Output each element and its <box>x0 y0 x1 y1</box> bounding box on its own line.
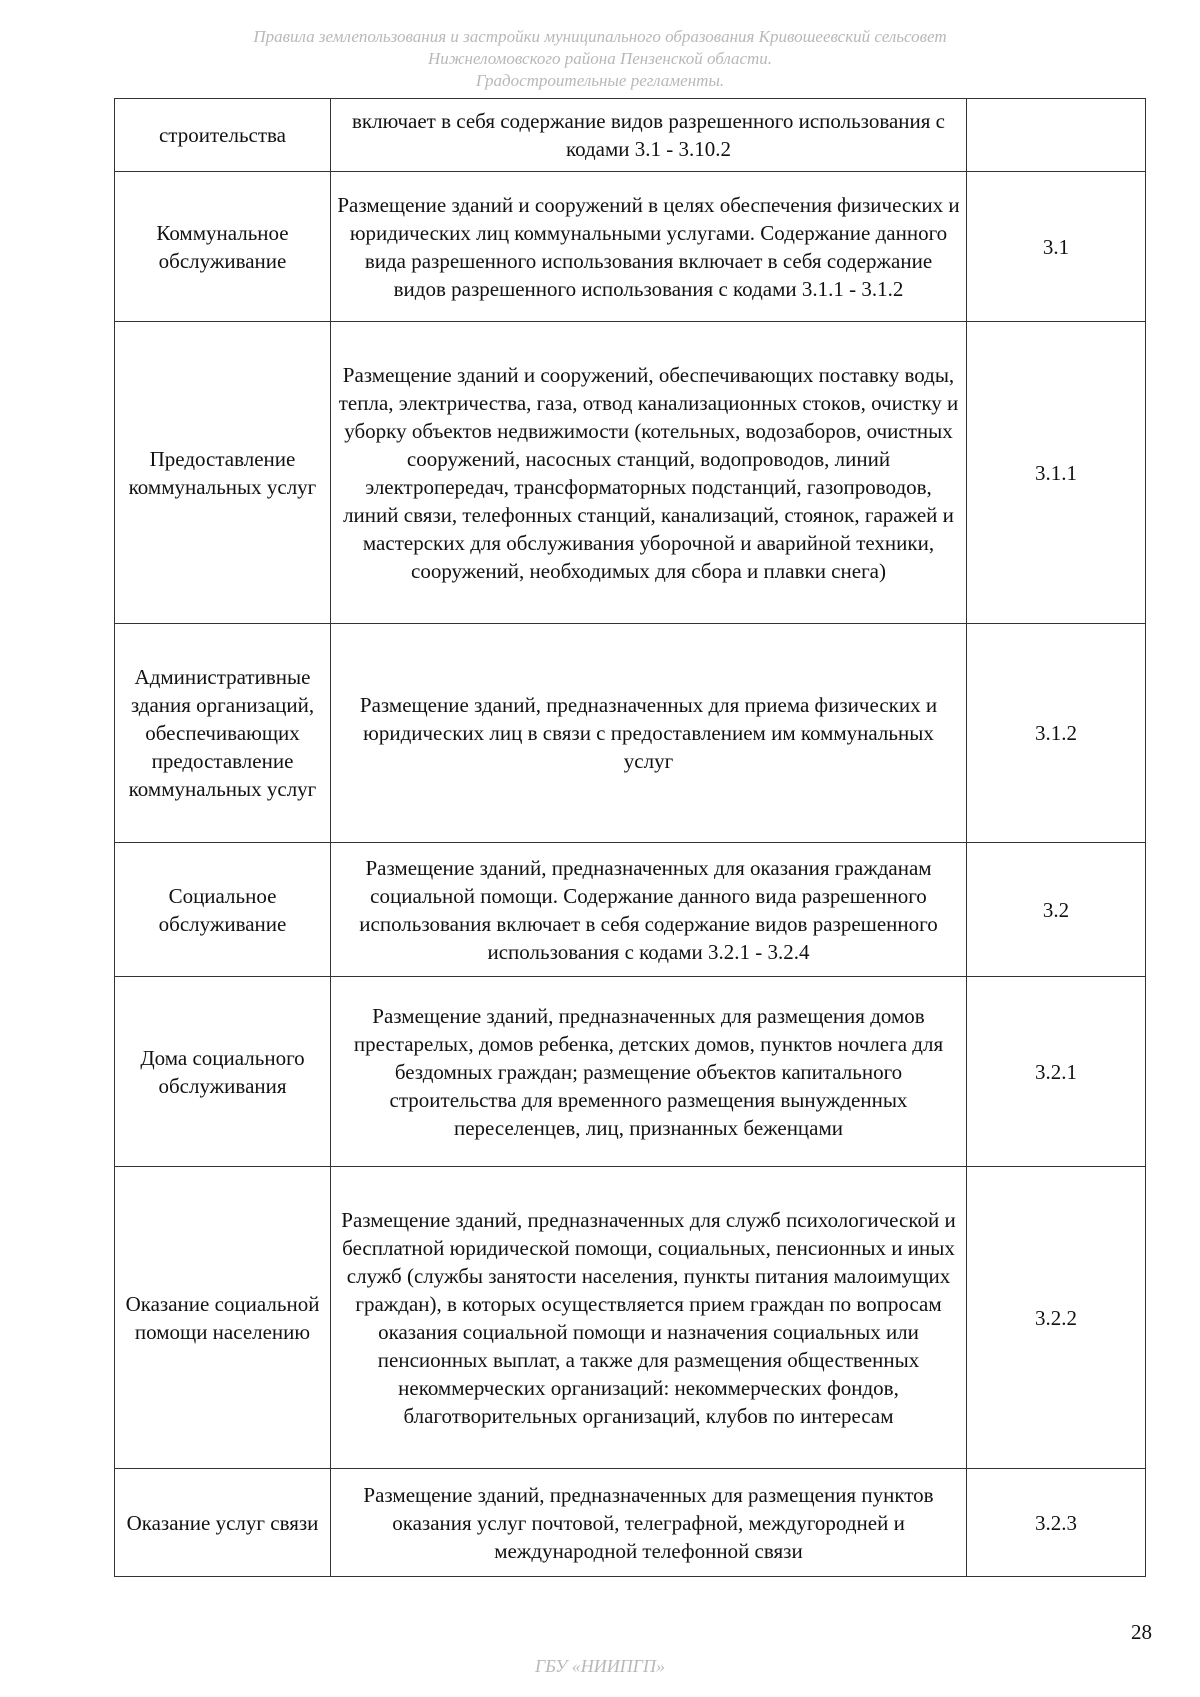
use-name-cell: Предоставление коммунальных услуг <box>115 322 331 624</box>
use-code-cell: 3.2 <box>967 843 1146 977</box>
use-description-cell: Размещение зданий, предназначенных для размещения пунктов оказания услуг почтовой, телеграфной, междугородней и международной телефонной связи <box>331 1469 967 1577</box>
use-description-cell: Размещение зданий и сооружений в целях обеспечения физических и юридических лиц коммунальными услугами. Содержание данного вида разрешенного использования включает в себя содержание видов разрешенного использования с кодами 3.1.1 - 3.1.2 <box>331 172 967 322</box>
use-description-cell: Размещение зданий, предназначенных для служб психологической и бесплатной юридической помощи, социальных, пенсионных и иных служб (службы занятости населения, пункты питания малоимущих граждан), в которых осуществляется прием граждан по вопросам оказания социальной помощи и назначения социальных или пенсионных выплат, а также для размещения общественных некоммерческих организаций: некоммерческих фондов, благотворительных организаций, клубов по интересам <box>331 1167 967 1469</box>
use-code-cell: 3.1.2 <box>967 624 1146 843</box>
use-code-cell <box>967 99 1146 172</box>
use-code-cell: 3.2.2 <box>967 1167 1146 1469</box>
use-code-cell: 3.2.1 <box>967 977 1146 1167</box>
page-footer: ГБУ «НИИПГП» <box>535 1656 665 1676</box>
use-name-cell: Оказание услуг связи <box>115 1469 331 1577</box>
use-name-cell: Административные здания организаций, обеспечивающих предоставление коммунальных услуг <box>115 624 331 843</box>
header-line-3: Градостроительные регламенты. <box>475 71 725 90</box>
table-row <box>115 624 1146 843</box>
use-name-cell: Социальное обслуживание <box>115 843 331 977</box>
table-row <box>115 322 1146 624</box>
table-row <box>115 1167 1146 1469</box>
use-name-cell: Коммунальное обслуживание <box>115 172 331 322</box>
use-name-cell: строительства <box>115 99 331 172</box>
use-code-cell: 3.1.1 <box>967 322 1146 624</box>
use-name-cell: Оказание социальной помощи населению <box>115 1167 331 1469</box>
use-description-cell: Размещение зданий и сооружений, обеспечивающих поставку воды, тепла, электричества, газа, отвод канализационных стоков, очистку и уборку объектов недвижимости (котельных, водозаборов, очистных сооружений, насосных станций, водопроводов, линий электропередач, трансформаторных подстанций, газопроводов, линий связи, телефонных станций, канализаций, стоянок, гаражей и мастерских для обслуживания уборочной и аварийной техники, сооружений, необходимых для сбора и плавки снега) <box>331 322 967 624</box>
table-row <box>115 99 1146 172</box>
table-row <box>115 172 1146 322</box>
table-row <box>115 843 1146 977</box>
use-description-cell: включает в себя содержание видов разрешенного использования с кодами 3.1 - 3.10.2 <box>331 99 967 172</box>
use-code-cell: 3.2.3 <box>967 1469 1146 1577</box>
table-row <box>115 1469 1146 1577</box>
land-use-table <box>114 98 1146 1577</box>
use-name-cell: Дома социального обслуживания <box>115 977 331 1167</box>
use-code-cell: 3.1 <box>967 172 1146 322</box>
use-description-cell: Размещение зданий, предназначенных для оказания гражданам социальной помощи. Содержание данного вида разрешенного использования включает в себя содержание видов разрешенного использования с кодами 3.2.1 - 3.2.4 <box>331 843 967 977</box>
page-header <box>140 26 1060 92</box>
header-line-1: Правила землепользования и застройки муниципального образования Кривошеевский сельсовет <box>253 27 947 46</box>
use-description-cell: Размещение зданий, предназначенных для размещения домов престарелых, домов ребенка, детских домов, пунктов ночлега для бездомных граждан; размещение объектов капитального строительства для временного размещения вынужденных переселенцев, лиц, признанных беженцами <box>331 977 967 1167</box>
page-number: 28 <box>1131 1620 1152 1644</box>
header-line-2: Нижнеломовского района Пензенской области. <box>427 49 773 68</box>
table-row <box>115 977 1146 1167</box>
use-description-cell: Размещение зданий, предназначенных для приема физических и юридических лиц в связи с предоставлением им коммунальных услуг <box>331 624 967 843</box>
